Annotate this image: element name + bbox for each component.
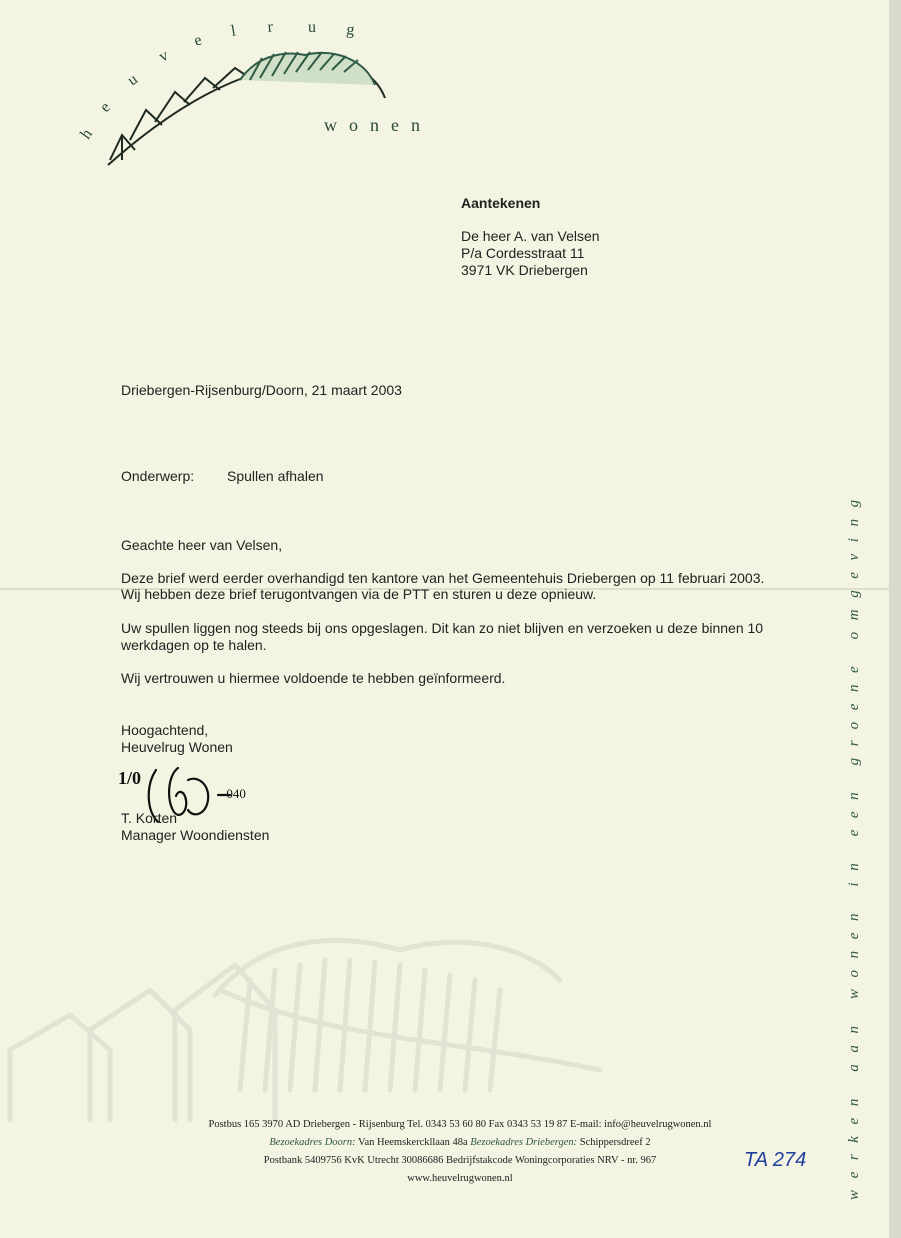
logo-houses-mark [77,10,410,170]
paragraph-3: Wij vertrouwen u hiermee voldoende te hebben geïnformeerd. [121,670,506,686]
footer-registration: Postbank 5409756 KvK Utrecht 30086686 Bedrijfstakcode Woningcorporaties NRV - nr. 967 [263,1155,657,1166]
subject-label: Onderwerp: [121,468,195,484]
paragraph-2-line-2: werkdagen op te halen. [121,637,267,653]
watermark-houses [0,920,760,1120]
svg-text:e: e [96,98,114,116]
paragraph-1-line-2: Wij hebben deze brief terugontvangen via de PTT en sturen u deze opnieuw. [121,586,597,602]
signer-title: Manager Woondiensten [121,827,270,843]
paragraph-2-line-1: Uw spullen liggen nog steeds bij ons opgeslagen. Dit kan zo niet blijven en verzoeken u deze binnen 10 [121,620,764,636]
logo-wonen: wonen [324,115,432,135]
footer-website: www.heuvelrugwonen.nl [407,1173,513,1184]
salutation: Geachte heer van Velsen, [121,537,283,553]
signer-name: T. Korten [121,810,178,826]
svg-text:TA 274: TA 274 [744,1149,807,1171]
footer [90,1116,830,1188]
page-edge [889,0,901,1238]
place-date: Driebergen-Rijsenburg/Doorn, 21 maart 2003 [121,382,402,398]
svg-text:g: g [345,21,356,39]
subject-text: Spullen afhalen [227,468,324,484]
svg-text:e: e [191,31,204,50]
footer-visit-addresses: Bezoekadres Doorn: Van Heemskerckllaan 48a Bezoekadres Driebergen: Schippersdreef 2 [269,1137,651,1148]
heuvelrug-wonen-logo [77,10,432,170]
svg-text:v: v [156,46,171,66]
svg-text:-040: -040 [222,786,246,801]
svg-text:u: u [124,70,141,90]
svg-text:1/0: 1/0 [118,768,142,788]
recipient-name: De heer A. van Velsen [461,228,600,244]
paragraph-1-line-1: Deze brief werd eerder overhandigd ten kantore van het Gemeentehuis Driebergen op 11 februari 2003. [121,570,765,586]
closing: Hoogachtend, [121,722,209,738]
handwritten-reference [742,1142,822,1172]
svg-text:r: r [266,18,274,36]
svg-text:h: h [77,125,96,143]
sender-org: Heuvelrug Wonen [121,739,233,755]
vertical-tagline: werken aan wonen in een groene omgeving [846,488,862,1200]
recipient-city: 3971 VK Driebergen [461,262,588,278]
recipient-street: P/a Cordesstraat 11 [461,245,585,261]
delivery-mark: Aantekenen [461,195,541,211]
svg-text:u: u [308,19,316,36]
footer-contact: Postbus 165 3970 AD Driebergen - Rijsenburg Tel. 0343 53 60 80 Fax 0343 53 19 87 E-mail: info@heuvelrugwonen.nl [208,1119,712,1130]
svg-text:l: l [229,22,238,40]
